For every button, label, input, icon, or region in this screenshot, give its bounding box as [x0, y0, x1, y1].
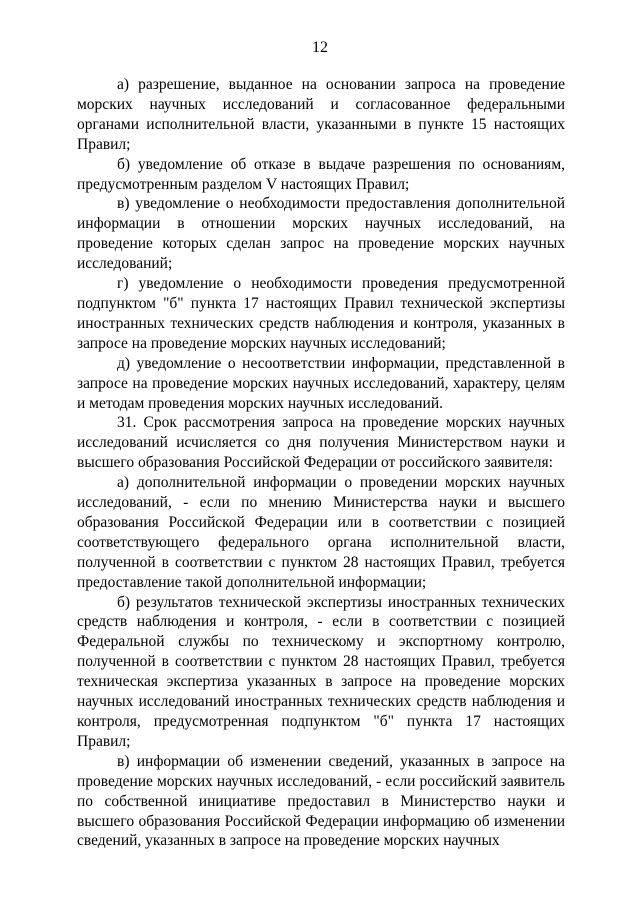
paragraph-30b: б) уведомление об отказе в выдаче разрешения по основаниям, предусмотренным разделом V настоящих Правил;: [77, 155, 565, 193]
paragraph-30a: а) разрешение, выданное на основании запроса на проведение морских научных исследований и согласованное федеральными органами исполнительной власти, указанными в пункте 15 настоящих Правил;: [77, 76, 565, 153]
paragraph-30e: д) уведомление о несоответствии информации, представленной в запросе на проведение морских научных исследований, характеру, целям и методам проведения морских научных исследований.: [77, 354, 565, 412]
page-number: 12: [312, 39, 328, 56]
document-body: [77, 75, 565, 851]
paragraph-31c: в) информации об изменении сведений, указанных в запросе на проведение морских научных исследований, - если российский заявитель по собственной инициативе предоставил в Министерство науки и высшего образования Российской Федерации информацию об изменении сведений, указанных в запросе на проведение морских научных: [77, 752, 565, 850]
paragraph-30c: в) уведомление о необходимости предоставления дополнительной информации в отношении морских научных исследований, на проведение которых сделан запрос на проведение морских научных исследований;: [77, 195, 565, 273]
paragraph-30d: г) уведомление о необходимости проведения предусмотренной подпунктом "б" пункта 17 настоящих Правил технической экспертизы иностранных технических средств наблюдения и контроля, указанных в запросе на проведение морских научных исследований;: [77, 275, 565, 352]
paragraph-31: 31. Срок рассмотрения запроса на проведение морских научных исследований исчисляется со дня получения Министерством науки и высшего образования Российской Федерации от российского заявителя:: [77, 414, 565, 472]
paragraph-31b: б) результатов технической экспертизы иностранных технических средств наблюдения и контроля, - если в соответствии с позицией Федеральной службы по техническому и экспортному контролю, полученной в соответствии с пунктом 28 настоящих Правил, требуется техническая экспертиза указанных в запросе на проведение морских научных исследований иностранных технических средств наблюдения и контроля, предусмотренная подпунктом "б" пункта 17 настоящих Правил;: [77, 593, 565, 750]
paragraph-31a: а) дополнительной информации о проведении морских научных исследований, - если по мнению Министерства науки и высшего образования Российской Федерации или в соответствии с позицией соответствующего федерального органа исполнительной власти, полученной в соответствии с пунктом 28 настоящих Правил, требуется предоставление такой дополнительной информации;: [77, 474, 565, 591]
